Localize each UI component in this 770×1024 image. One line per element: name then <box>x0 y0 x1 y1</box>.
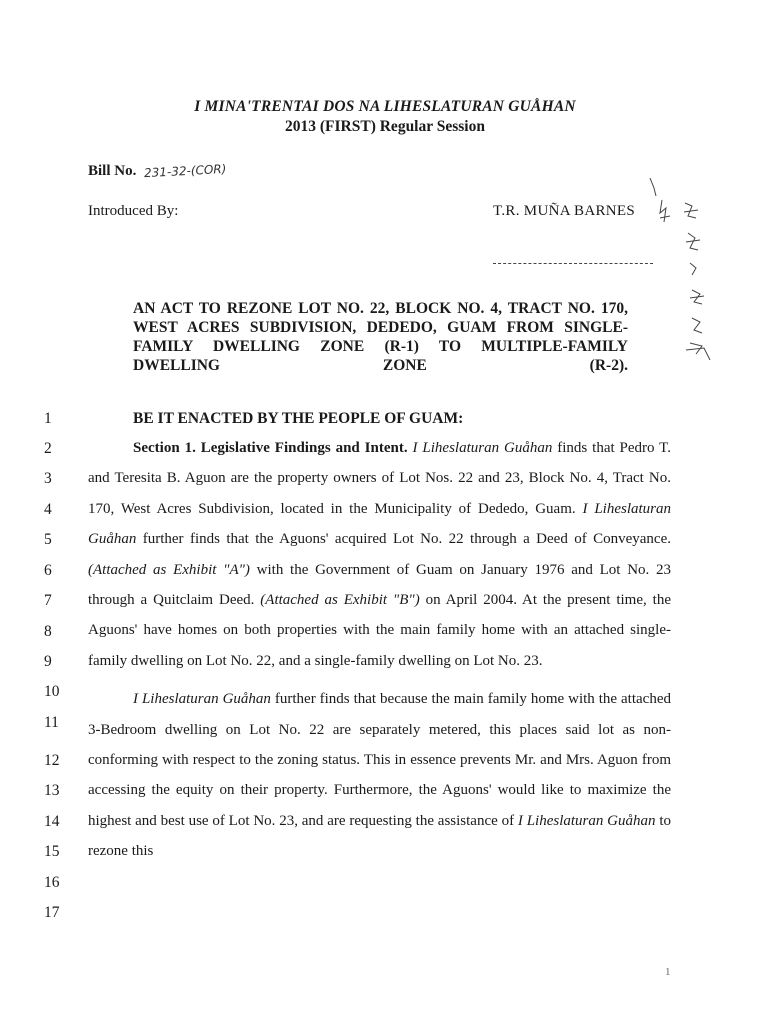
line-number: 9 <box>44 653 52 670</box>
line-number: 2 <box>44 440 52 457</box>
exhibit-reference: (Attached as Exhibit "B") <box>260 592 420 609</box>
line-number: 3 <box>44 470 52 487</box>
legislature-name: I Liheslaturan Guåhan <box>133 691 271 708</box>
section-1-body <box>88 433 671 867</box>
line-number: 4 <box>44 501 52 518</box>
bill-number <box>88 163 226 180</box>
legislature-name: I Liheslaturan Guåhan <box>407 440 553 456</box>
paragraph-text: finds that Pedro T. and Teresita B. Aguon are the property owners of Lot Nos. 22 and 23, Block No. 4, Tract No. 170, West Acres Subdivision, located in the Municipality of Dededo, Guam. <box>88 440 671 517</box>
paragraph-text: further finds that because the main family home with the attached 3-Bedroom dwelling on Lot No. 22 are separately metered, this places said lot as non-conforming with respect to the zoning status. This in essence prevents Mr. and Mrs. Aguon from accessing the equity on their property. Furthermore, the Aguons' would like to maximize the highest and best use of Lot No. 23, and are requesting the assistance of <box>88 691 671 829</box>
exhibit-reference: (Attached as Exhibit "A") <box>88 561 250 578</box>
paragraph-text: to rezone this <box>88 812 671 860</box>
legislature-name: I Liheslaturan Guåhan <box>88 500 671 548</box>
line-number: 15 <box>44 843 60 860</box>
paragraph-text: on April 2004. At the present time, the Aguons' have homes on both properties with the main family home with an attached single-family dwelling on Lot No. 22, and a single-family dwelling on Lot No. 23. <box>88 592 671 669</box>
line-number: 10 <box>44 683 60 700</box>
line-number: 8 <box>44 623 52 640</box>
line-number: 17 <box>44 904 60 921</box>
act-title: AN ACT TO REZONE LOT NO. 22, BLOCK NO. 4, TRACT NO. 170, WEST ACRES SUBDIVISION, DEDEDO, GUAM FROM SINGLE-FAMILY DWELLING ZONE (R-1) TO MULTIPLE-FAMILY DWELLING ZONE (R-2). <box>133 300 628 374</box>
bill-number-handwritten: 231-32-(COR) <box>143 161 227 181</box>
legislature-title: I MINA'TRENTAI DOS NA LIHESLATURAN GUÅHAN <box>194 98 576 115</box>
page-number: 1 <box>665 966 671 978</box>
bill-number-label: Bill No. <box>88 163 137 179</box>
line-number: 1 <box>44 410 52 427</box>
line-number: 5 <box>44 531 52 548</box>
paragraph <box>88 433 671 676</box>
session-title: 2013 (FIRST) Regular Session <box>285 118 485 135</box>
line-number: 13 <box>44 782 60 799</box>
paragraph <box>88 684 671 866</box>
sponsor-name: T.R. MUÑA BARNES <box>493 203 636 219</box>
introduced-by-label: Introduced By: <box>88 203 179 219</box>
legislature-name: I Liheslaturan Guåhan <box>517 812 656 829</box>
enacting-clause: BE IT ENACTED BY THE PEOPLE OF GUAM: <box>133 410 464 427</box>
paragraph-text: further finds that the Aguons' acquired Lot No. 22 through a Deed of Conveyance. <box>136 531 671 548</box>
line-number: 16 <box>44 874 60 891</box>
line-number: 14 <box>44 813 60 830</box>
line-number: 11 <box>44 714 59 731</box>
line-number: 6 <box>44 562 52 579</box>
section-heading: Section 1. Legislative Findings and Intent. <box>133 440 408 456</box>
paragraph-text: with the Government of Guam on January 1976 and Lot No. 23 through a Quitclaim Deed. <box>88 561 672 609</box>
signature-line <box>493 263 653 264</box>
handwritten-signature <box>640 178 720 378</box>
line-number: 7 <box>44 592 52 609</box>
line-number: 12 <box>44 752 60 769</box>
